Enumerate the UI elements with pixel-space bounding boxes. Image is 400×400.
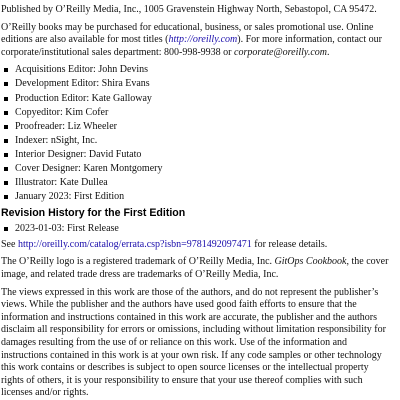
bullet-icon: [4, 111, 8, 115]
bullet-icon: [4, 68, 8, 72]
bullet-icon: [4, 125, 8, 129]
credit-text: Illustrator: Kate Dullea: [15, 177, 108, 189]
list-item: [1, 177, 393, 190]
purchase-paragraph: [1, 22, 393, 60]
credit-text: Development Editor: Shira Evans: [15, 78, 150, 90]
list-item: [1, 149, 393, 162]
bullet-icon: [4, 167, 8, 171]
bullet-icon: [4, 195, 8, 199]
list-item: [1, 93, 393, 106]
purchase-text-1: O’Reilly books may be purchased for educational, business, or sales promotional use. Online editions are also available for most titles (: [1, 21, 374, 46]
list-item: [1, 223, 393, 236]
bullet-icon: [4, 181, 8, 185]
credits-list: [1, 64, 393, 203]
list-item: [1, 107, 393, 120]
credit-text: Proofreader: Liz Wheeler: [15, 120, 117, 132]
errata-line: [1, 239, 393, 252]
list-item: [1, 121, 393, 134]
sales-email: corporate@oreilly.com: [234, 46, 327, 58]
credit-text: Production Editor: Kate Galloway: [15, 92, 152, 104]
trademark-text-2: , the cover image, and related trade dress are trademarks of O’Reilly Media, Inc.: [1, 256, 389, 280]
oreilly-link[interactable]: http://oreilly.com: [168, 34, 238, 46]
errata-link[interactable]: http://oreilly.com/catalog/errata.csp?isbn=9781492097471: [17, 238, 252, 250]
errata-suffix: for release details.: [251, 238, 328, 250]
bullet-icon: [4, 153, 8, 157]
trademark-text-1: The O’Reilly logo is a registered trademark of O’Reilly Media, Inc.: [1, 256, 275, 268]
bullet-icon: [4, 227, 8, 231]
revision-list: [1, 223, 393, 236]
revision-text: 2023-01-03: First Release: [15, 223, 119, 235]
disclaimer-paragraph: The views expressed in this work are those of the authors, and do not represent the publisher’s views. While the publisher and the authors have used good faith efforts to ensure that the information and instructions contained in this work are accurate, the publisher and the authors disclaim all responsibility for errors or omissions, including without limitation responsibility for damages resulting from the use of or reliance on this work. Use of the information and instructions contained in this work is at your own risk. If any code samples or other technology this work contains or describes is subject to open source licenses or the intellectual property rights of others, it is your responsibility to ensure that your use thereof complies with such licenses and/or rights.: [1, 286, 386, 399]
list-item: [1, 163, 393, 176]
list-item: [1, 191, 393, 204]
credit-text: Acquisitions Editor: John Devins: [15, 64, 149, 76]
purchase-text-3: .: [326, 46, 330, 58]
errata-prefix: See: [1, 238, 18, 250]
list-item: [1, 78, 393, 91]
credit-text: January 2023: First Edition: [15, 191, 125, 203]
list-item: [1, 135, 393, 148]
credit-text: Indexer: nSight, Inc.: [15, 134, 98, 146]
purchase-text-2: ). For more information, contact our corporate/institutional sales department: 800-998-9938 or: [1, 34, 382, 58]
list-item: [1, 64, 393, 77]
bullet-icon: [4, 82, 8, 86]
revision-history-heading: Revision History for the First Edition: [1, 206, 186, 219]
credit-text: Cover Designer: Karen Montgomery: [15, 163, 163, 175]
publisher-line: Published by O’Reilly Media, Inc., 1005 Gravenstein Highway North, Sebastopol, CA 95472.: [1, 4, 377, 15]
credit-text: Interior Designer: David Futato: [15, 148, 142, 160]
bullet-icon: [4, 139, 8, 143]
credit-text: Copyeditor: Kim Cofer: [15, 106, 109, 118]
bullet-icon: [4, 97, 8, 101]
book-title: GitOps Cookbook: [274, 256, 347, 268]
trademark-paragraph: [1, 256, 393, 281]
